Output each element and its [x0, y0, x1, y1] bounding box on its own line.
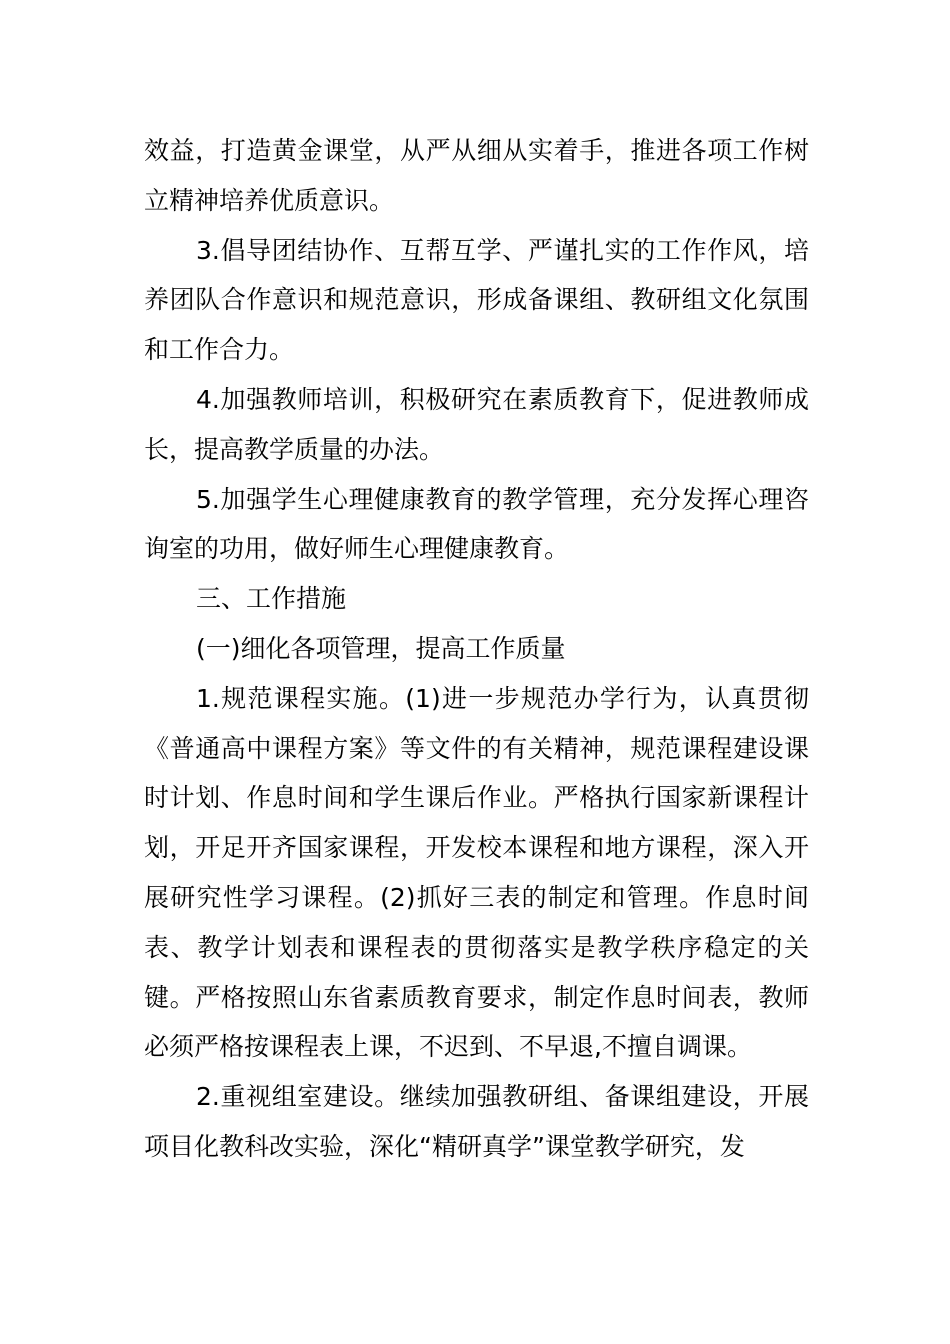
- paragraph-curriculum-implementation: 1.规范课程实施。(1)进一步规范办学行为，认真贯彻《普通高中课程方案》等文件的有关精神，规范课程建设课时计划、作息时间和学生课后作业。严格执行国家新课程计划，开足开齐国家课程，开发校本课程和地方课程，深入开展研究性学习课程。(2)抓好三表的制定和管理。作息时间表、教学计划表和课程表的贯彻落实是教学秩序稳定的关键。严格按照山东省素质教育要求，制定作息时间表，教师必须严格按课程表上课，不迟到、不早退,不擅自调课。: [144, 683, 809, 1062]
- subsection-heading-management: (一)细化各项管理，提高工作质量: [196, 633, 566, 663]
- paragraph-item-5: 5.加强学生心理健康教育的教学管理，充分发挥心理咨询室的功用，做好师生心理健康教育。: [144, 484, 809, 564]
- document-body: [144, 126, 809, 1172]
- paragraph-item-3: 3.倡导团结协作、互帮互学、严谨扎实的工作作风，培养团队合作意识和规范意识，形成备课组、教研组文化氛围和工作合力。: [144, 235, 809, 365]
- paragraph-group-construction: 2.重视组室建设。继续加强教研组、备课组建设，开展项目化教科改实验，深化“精研真学”课堂教学研究，发: [144, 1082, 809, 1161]
- section-heading-work-measures: 三、工作措施: [196, 584, 347, 614]
- paragraph-continuation: 效益，打造黄金课堂，从严从细从实着手，推进各项工作树立精神培养优质意识。: [144, 136, 809, 215]
- paragraph-item-4: 4.加强教师培训，积极研究在素质教育下，促进教师成长，提高教学质量的办法。: [144, 384, 809, 464]
